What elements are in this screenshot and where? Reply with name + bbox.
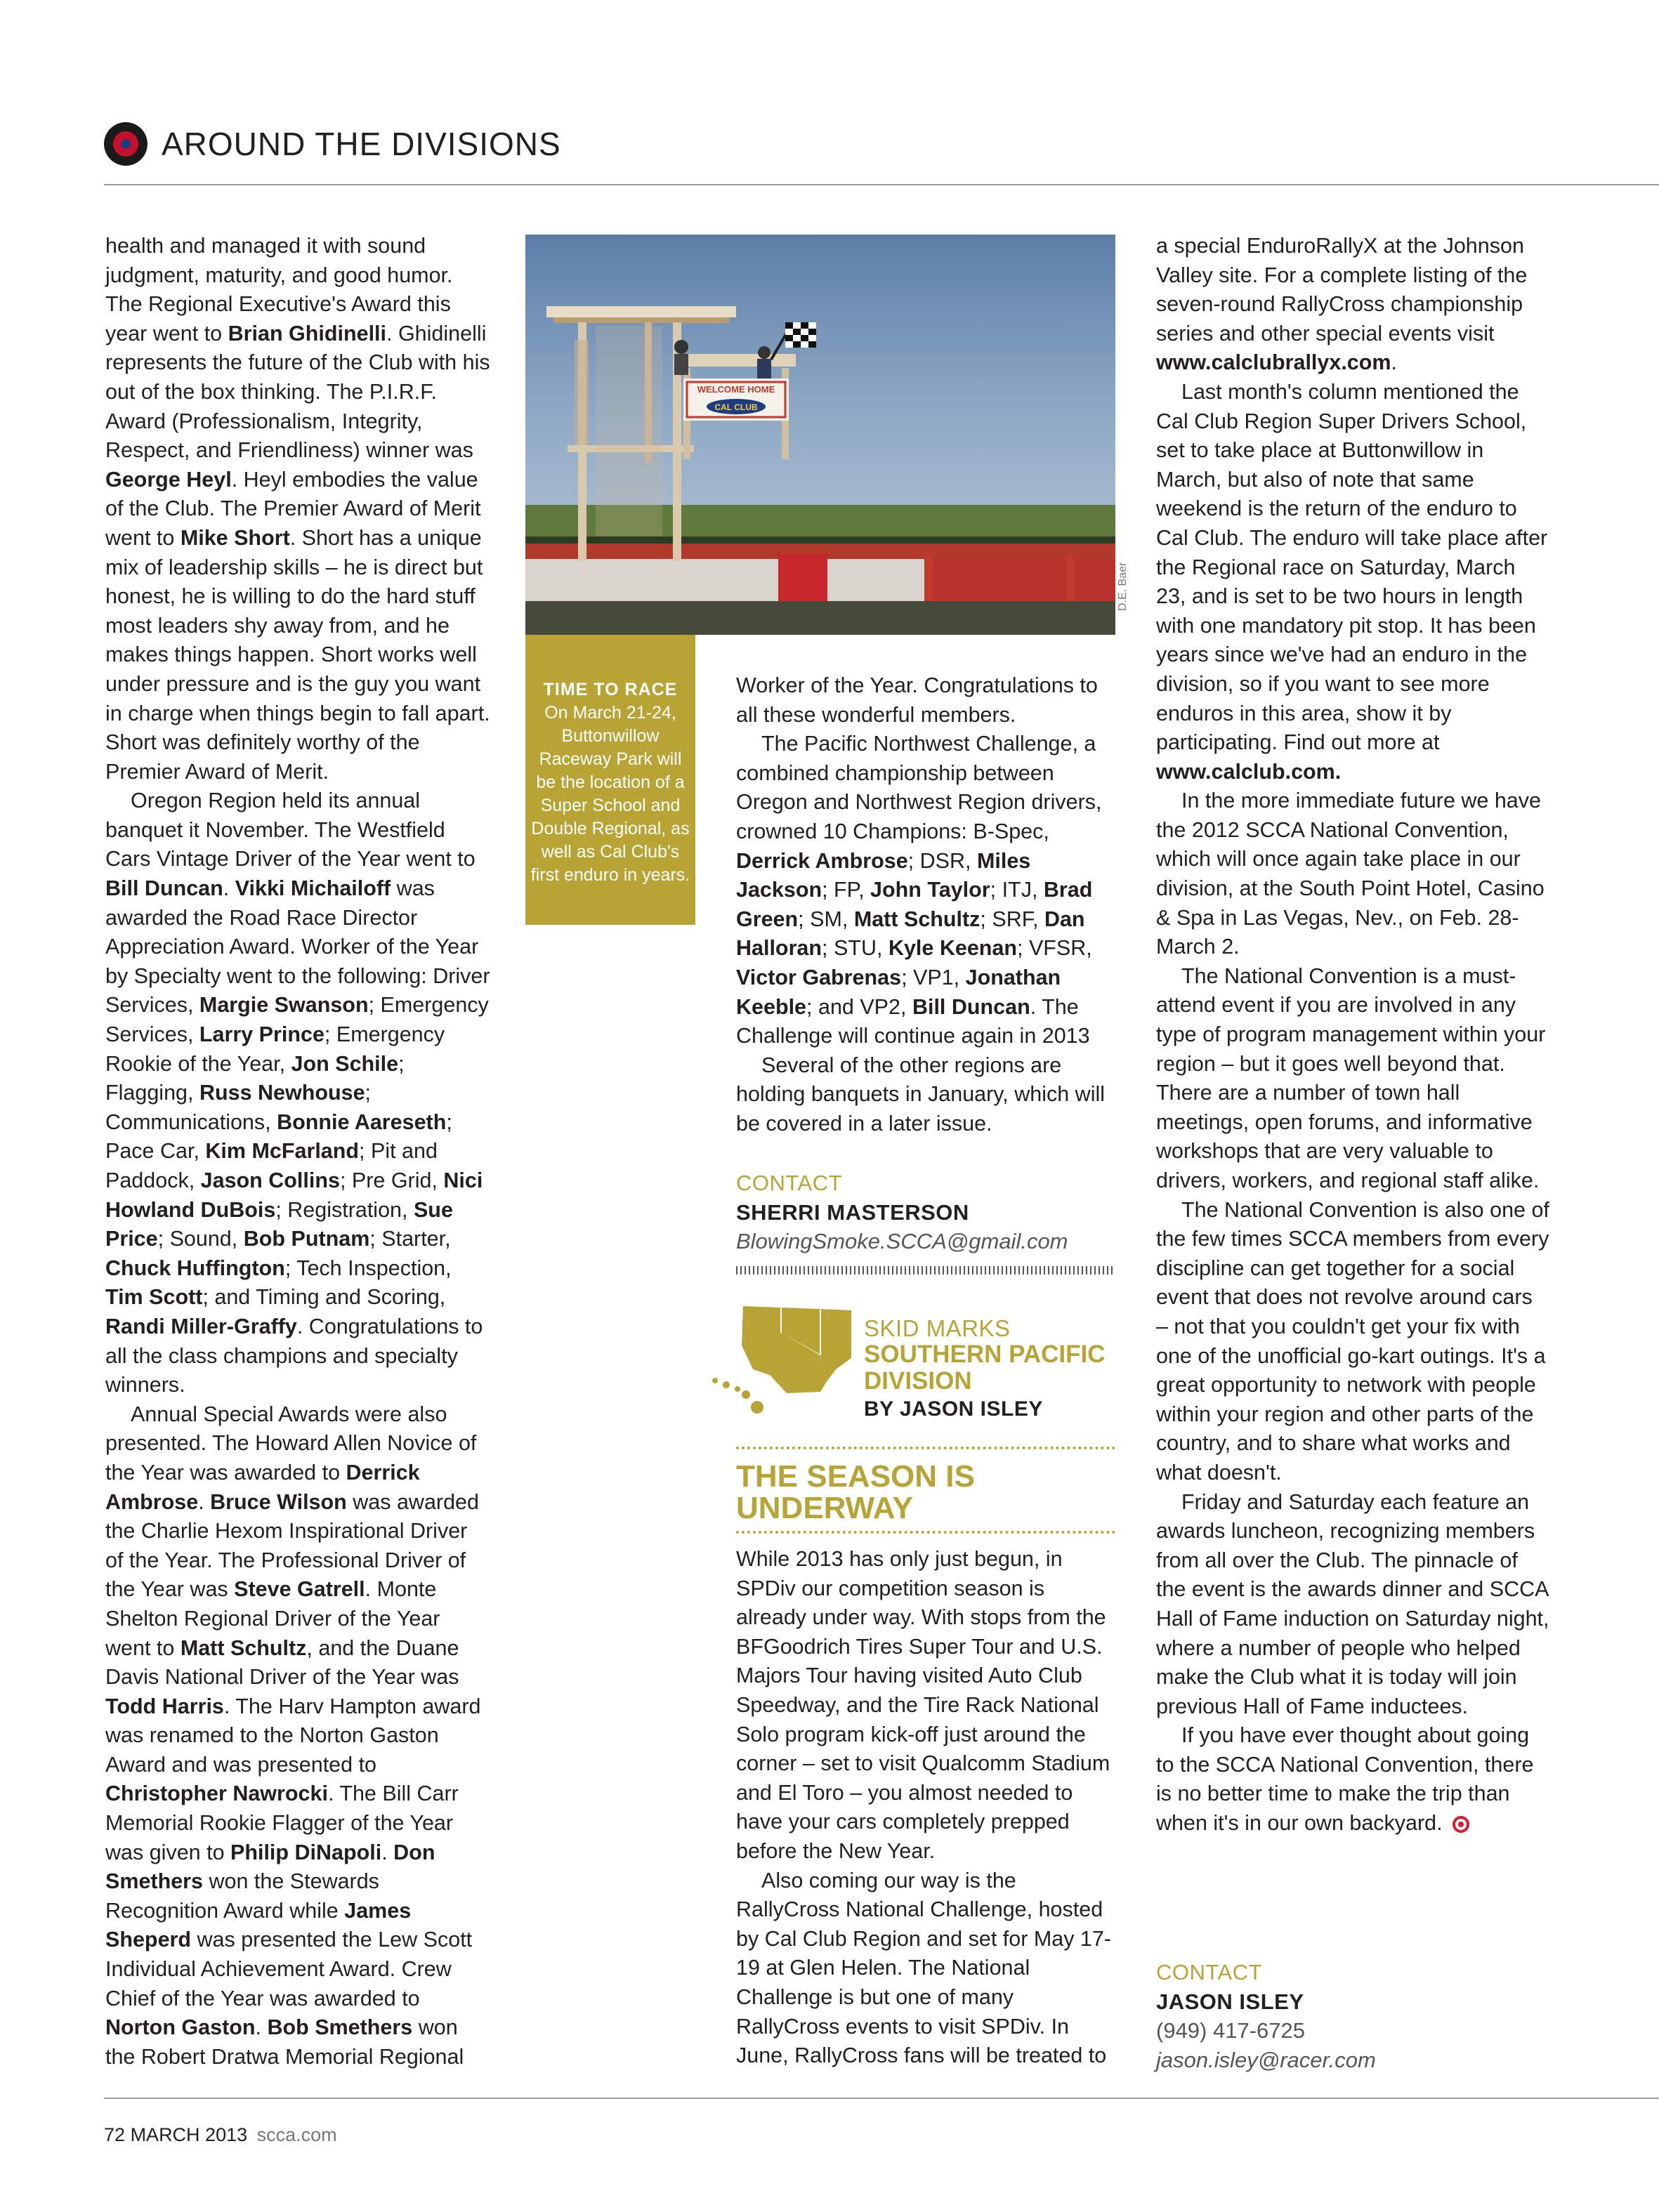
bold-name: Jason Collins xyxy=(200,1168,340,1192)
skid-marks-text xyxy=(864,1316,1106,1424)
paragraph: a special EnduroRallyX at the Johnson Valley site. For a complete listing of the seven-round RallyCross championship series and other special events visit www.calclubrallyx.com. xyxy=(1156,234,1528,375)
paragraph: Annual Special Awards were also presented. The Howard Allen Novice of the Year was awarded to Derrick Ambrose. Bruce Wilson was awarded the Charlie Hexom Inspirational Driver of the Year. The Professional Driver of the Year was Steve Gatrell. Monte Shelton Regional Driver of the Year went to Matt Schultz, and the Duane Davis National Driver of the Year was Todd Harris. The Harv Hampton award was renamed to the Norton Gaston Award and was presented to Christopher Nawrocki. The Bill Carr Memorial Rookie Flagger of the Year was given to Philip DiNapoli. Don Smethers won the Stewards Recognition Award while James Sheperd was presented the Lew Scott Individual Achievement Award. Crew Chief of the Year was awarded to Norton Gaston. Bob Smethers won the Robert Dratwa Memorial Regional xyxy=(105,1402,481,2069)
race-tower-photo xyxy=(525,235,1115,635)
bold-name: Margie Swanson xyxy=(199,993,369,1018)
contact-email[interactable]: BlowingSmoke.SCCA@gmail.com xyxy=(736,1229,1068,1254)
bold-name: Matt Schultz xyxy=(853,907,981,931)
division-name-line1: SOUTHERN PACIFIC xyxy=(864,1341,1106,1368)
contact-email[interactable]: jason.isley@racer.com xyxy=(1156,2047,1376,2072)
bold-name: Kim McFarland xyxy=(205,1139,360,1164)
dotted-divider xyxy=(736,1447,1115,1449)
byline: BY JASON ISLEY xyxy=(864,1397,1043,1421)
bold-name: Kyle Keenan xyxy=(888,936,1018,961)
bold-name: Brian Ghidinelli xyxy=(228,321,387,345)
bold-name: Jon Schile xyxy=(291,1051,399,1076)
bold-name: George Heyl xyxy=(105,467,232,492)
article-column-2-bottom xyxy=(736,1545,1119,2071)
bold-name: www.calclubrallyx.com xyxy=(1156,350,1391,375)
bold-name: Mike Short xyxy=(180,525,290,550)
bold-name: Sue Price xyxy=(105,1197,453,1251)
bold-name: Bill Duncan xyxy=(912,994,1030,1019)
bold-name: Philip DiNapoli xyxy=(230,1840,382,1864)
bold-name: Tim Scott xyxy=(105,1285,203,1310)
bold-name: John Taylor xyxy=(870,878,990,902)
caption-heading: TIME TO RACE xyxy=(543,680,678,699)
contact-block-1 xyxy=(736,1168,1119,1275)
contact-name: JASON ISLEY xyxy=(1156,1989,1304,2014)
bold-name: Nici Howland DuBois xyxy=(105,1168,483,1222)
bold-name: Dan Halloran xyxy=(736,907,1085,961)
footer-rule xyxy=(104,2098,1659,2099)
bold-name: www.calclub.com. xyxy=(1156,759,1342,784)
bold-name: Victor Gabrenas xyxy=(736,965,902,989)
department-name: SKID MARKS xyxy=(864,1315,1011,1341)
contact-phone: (949) 417-6725 xyxy=(1156,2018,1305,2043)
section-title: AROUND THE DIVISIONS xyxy=(162,126,561,162)
southern-pacific-map-icon xyxy=(702,1302,864,1435)
paragraph: health and managed it with sound judgment, maturity, and good humor. The Regional Executive's Award this year went to Brian Ghidinelli. Ghidinelli represents the future of the Club with his out of the box thinking. The P.I.R.F. Award (Professionalism, Integrity, Respect, and Friendliness) winner was George Heyl. Heyl embodies the value of the Club. The Premier Award of Merit went to Mike Short. Short has a unique mix of leadership skills – he is direct but honest, he is willing to do the hard stuff most leaders shy away from, and he makes things happen. Short works well under pressure and is the guy you want in charge when things begin to fall apart. Short was definitely worthy of the Premier Award of Merit. xyxy=(105,234,490,784)
bold-name: Todd Harris xyxy=(105,1694,224,1718)
paragraph: Friday and Saturday each feature an awards luncheon, recognizing members from all over the Club. The pinnacle of the event is the awards dinner and SCCA Hall of Fame induction on Saturday night, where a number of people who helped make the Club what it is today will join previous Hall of Fame inductees. xyxy=(1156,1489,1549,1718)
bold-name: Bob Smethers xyxy=(267,2015,413,2040)
bold-name: Derrick Ambrose xyxy=(105,1460,420,1514)
paragraph: Also coming our way is the RallyCross National Challenge, hosted by Cal Club Region and set for May 17-19 at Glen Helen. The National Challenge is but one of many RallyCross events to visit SPDiv. In June, RallyCross fans will be treated to xyxy=(736,1868,1112,2068)
bold-name: Don Smethers xyxy=(105,1840,435,1894)
photo-credit: D.E. Baer xyxy=(1117,562,1129,611)
paragraph: Last month's column mentioned the Cal Club Region Super Drivers School, set to take place at Buttonwillow in March, but also of note that same weekend is the return of the enduro to Cal Club. The enduro will take place after the Regional race on Saturday, March 23, and is set to be two hours in length with one mandatory pit stop. It has been years since we've had an enduro in the division, so if you want to see more enduros in this area, show it by participating. Find out more at www.calclub.com. xyxy=(1156,379,1548,784)
issue-date: MARCH 2013 xyxy=(130,2124,248,2145)
dotted-divider xyxy=(736,1531,1115,1534)
paragraph: Several of the other regions are holding banquets in January, which will be covered in a later issue. xyxy=(736,1053,1106,1135)
headline-line-2: UNDERWAY xyxy=(736,1491,913,1525)
photo-caption-box xyxy=(525,635,695,925)
bold-name: Derrick Ambrose xyxy=(736,848,908,873)
bold-name: Chuck Huffington xyxy=(105,1256,285,1280)
paragraph: The Pacific Northwest Challenge, a combined championship between Oregon and Northwest Region drivers, crowned 10 Champions: B-Spec, Derrick Ambrose; DSR, Miles Jackson; FP, John Taylor; ITJ, Brad Green; SM, Matt Schultz; SRF, Dan Halloran; STU, Kyle Keenan; VFSR, Victor Gabrenas; VP1, Jonathan Keeble; and VP2, Bill Duncan. The Challenge will continue again in 2013 xyxy=(736,732,1102,1048)
caption-body: On March 21-24, Buttonwillow Raceway Park will be the location of a Super School and Double Regional, as well as Cal Club's first enduro in years. xyxy=(530,703,690,885)
contact-label: CONTACT xyxy=(1156,1960,1263,1984)
header-rule xyxy=(104,184,1659,185)
bold-name: Bill Duncan xyxy=(105,876,223,901)
bold-name: Bruce Wilson xyxy=(210,1489,347,1514)
skid-marks-header xyxy=(702,1302,1124,1442)
division-name-line2: DIVISION xyxy=(864,1367,972,1395)
contact-label: CONTACT xyxy=(736,1171,843,1195)
paragraph: While 2013 has only just begun, in SPDiv our competition season is already under way. With stops from the BFGoodrich Tires Super Tour and U.S. Majors Tour having visited Auto Club Speedway, and the Tire Rack National Solo program kick-off just around the corner – set to visit Qualcomm Stadium and El Toro – you almost needed to have your cars completely prepped before the New Year. xyxy=(736,1547,1110,1863)
paragraph: The National Convention is a must-attend event if you are involved in any type of program management within your region – but it goes well beyond that. There are a number of town hall meetings, open forums, and informative workshops that are very valuable to drivers, workers, and regional staff alike. xyxy=(1156,963,1546,1192)
paragraph: Worker of the Year. Congratulations to all these wonderful members. xyxy=(736,673,1098,727)
story-headline xyxy=(736,1461,975,1524)
bold-name: Jonathan Keeble xyxy=(736,965,1061,1019)
contact-name: SHERRI MASTERSON xyxy=(736,1199,969,1225)
bold-name: Matt Schultz xyxy=(180,1635,307,1660)
bold-name: Christopher Nawrocki xyxy=(105,1782,328,1806)
bold-name: Russ Newhouse xyxy=(199,1081,365,1105)
bold-name: Brad Green xyxy=(736,878,1093,931)
paragraph: In the more immediate future we have the 2012 SCCA National Convention, which will once again take place in our division, at the South Point Hotel, Casino & Spa in Las Vegas, Nev., on Feb. 28-March 2. xyxy=(1156,789,1545,959)
bold-name: Bob Putnam xyxy=(243,1227,370,1251)
checkered-flag-icon xyxy=(785,322,816,348)
end-of-story-icon xyxy=(1453,1816,1469,1833)
bold-name: Randi Miller-Graffy xyxy=(105,1314,297,1338)
bold-name: Vikki Michailoff xyxy=(235,876,391,901)
article-column-3 xyxy=(1156,232,1549,1838)
bold-name: Norton Gaston xyxy=(105,2015,256,2040)
article-column-2-top xyxy=(736,671,1119,1139)
banner-text-1: WELCOME HOME xyxy=(697,384,775,395)
section-header xyxy=(104,119,561,169)
bold-name: Larry Prince xyxy=(199,1022,324,1047)
site-link[interactable]: scca.com xyxy=(256,2124,337,2145)
paragraph: Oregon Region held its annual banquet it November. The Westfield Cars Vintage Driver of the Year went to Bill Duncan. Vikki Michailoff was awarded the Road Race Director Appreciation Award. Worker of the Year by Specialty went to the following: Driver Services, Margie Swanson; Emergency Services, Larry Prince; Emergency Rookie of the Year, Jon Schile; Flagging, Russ Newhouse; Communications, Bonnie Aareseth; Pace Car, Kim McFarland; Pit and Paddock, Jason Collins; Pre Grid, Nici Howland DuBois; Registration, Sue Price; Sound, Bob Putnam; Starter, Chuck Huffington; Tech Inspection, Tim Scott; and Timing and Scoring, Randi Miller-Graffy. Congratulations to all the class champions and specialty winners. xyxy=(105,789,490,1397)
page-footer xyxy=(104,2124,337,2146)
banner-text-2: CAL CLUB xyxy=(714,402,758,412)
scca-logo-icon xyxy=(104,122,147,166)
paragraph: The National Convention is also one of the few times SCCA members from every discipline can get together for a social event that does not revolve around cars – not that you couldn't get your fix with one of the unofficial go-kart outings. It's a great opportunity to network with people within your region and other parts of the country, and to share what works and what doesn't. xyxy=(1156,1197,1549,1484)
bold-name: Miles Jackson xyxy=(736,848,1031,902)
paragraph-text: If you have ever thought about going to the SCCA National Convention, there is no better time to make the trip than when it's in our own backyard. xyxy=(1156,1723,1534,1836)
bold-name: Steve Gatrell xyxy=(234,1577,365,1602)
divider-hatch xyxy=(736,1266,1115,1275)
article-column-1 xyxy=(105,232,490,2072)
bold-name: Bonnie Aareseth xyxy=(277,1110,447,1134)
contact-block-2 xyxy=(1156,1958,1549,2074)
headline-line-1: THE SEASON IS xyxy=(736,1459,975,1494)
paragraph xyxy=(1156,1721,1549,1838)
page-number: 72 xyxy=(104,2124,126,2145)
bold-name: James Sheperd xyxy=(105,1898,412,1952)
